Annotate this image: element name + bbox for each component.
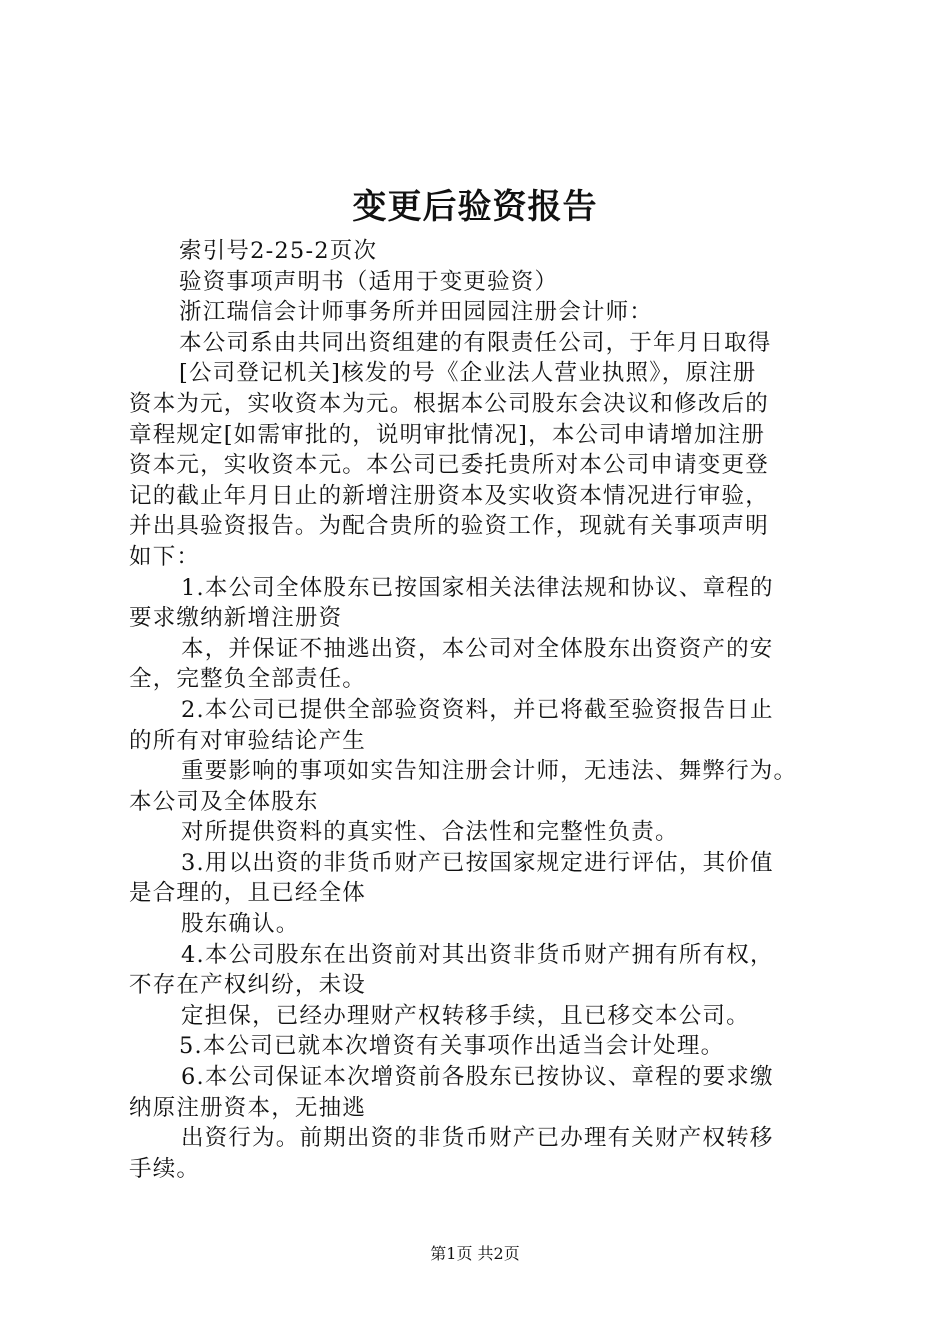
document-title: 变更后验资报告	[352, 187, 598, 227]
item-2-line: 本公司及全体股东	[129, 788, 319, 815]
item-3-line: 是合理的，且已经全体	[129, 880, 367, 907]
item-1-line: 要求缴纳新增注册资	[129, 605, 343, 632]
paragraph-line: 资本为元，实收资本为元。根据本公司股东会决议和修改后的	[129, 390, 769, 417]
item-6-line: 6.本公司保证本次增资前各股东已按协议、章程的要求缴	[181, 1064, 774, 1091]
document-body	[129, 236, 835, 1184]
item-5-line: 5.本公司已就本次增资有关事项作出适当会计处理。	[179, 1033, 725, 1060]
item-2-line: 重要影响的事项如实告知注册会计师，无违法、舞弊行为。	[181, 758, 798, 785]
item-2-line: 2.本公司已提供全部验资资料，并已将截至验资报告日止	[181, 696, 774, 723]
index-number-line: 索引号2-25-2页次	[179, 238, 378, 264]
item-2-line: 对所提供资料的真实性、合法性和完整性负责。	[181, 819, 679, 846]
paragraph-line: 资本元，实收资本元。本公司已委托贵所对本公司申请变更登	[129, 452, 769, 479]
declaration-heading: 验资事项声明书（适用于变更验资）	[179, 268, 559, 295]
paragraph-line: [公司登记机关]核发的号《企业法人营业执照》，原注册	[179, 360, 757, 387]
item-1-line: 1.本公司全体股东已按国家相关法律法规和协议、章程的	[181, 574, 774, 601]
paragraph-line: 记的截止年月日止的新增注册资本及实收资本情况进行审验，	[129, 482, 769, 509]
item-6-line: 纳原注册资本，无抽逃	[129, 1094, 367, 1121]
item-4-line: 不存在产权纠纷，未设	[129, 972, 367, 999]
item-1-line: 全，完整负全部责任。	[129, 666, 367, 693]
item-3-line: 3.用以出资的非货币财产已按国家规定进行评估，其价值	[181, 849, 774, 876]
addressee-line: 浙江瑞信会计师事务所并田园园注册会计师：	[179, 299, 654, 326]
item-3-line: 股东确认。	[181, 911, 300, 938]
item-6-line: 出资行为。前期出资的非货币财产已办理有关财产权转移	[181, 1125, 774, 1152]
paragraph-line: 如下：	[129, 543, 201, 570]
item-4-line: 4.本公司股东在出资前对其出资非货币财产拥有所有权，	[181, 941, 774, 968]
item-6-line: 手续。	[129, 1155, 201, 1182]
paragraph-line: 本公司系由共同出资组建的有限责任公司，于年月日取得	[179, 329, 772, 356]
item-1-line: 本，并保证不抽逃出资，本公司对全体股东出资资产的安	[181, 635, 774, 662]
page-number-footer: 第1页 共2页	[430, 1244, 520, 1263]
item-2-line: 的所有对审验结论产生	[129, 727, 367, 754]
item-4-line: 定担保，已经办理财产权转移手续，且已移交本公司。	[181, 1002, 750, 1029]
paragraph-line: 章程规定[如需审批的，说明审批情况]，本公司申请增加注册	[129, 421, 766, 448]
paragraph-line: 并出具验资报告。为配合贵所的验资工作，现就有关事项声明	[129, 513, 769, 540]
